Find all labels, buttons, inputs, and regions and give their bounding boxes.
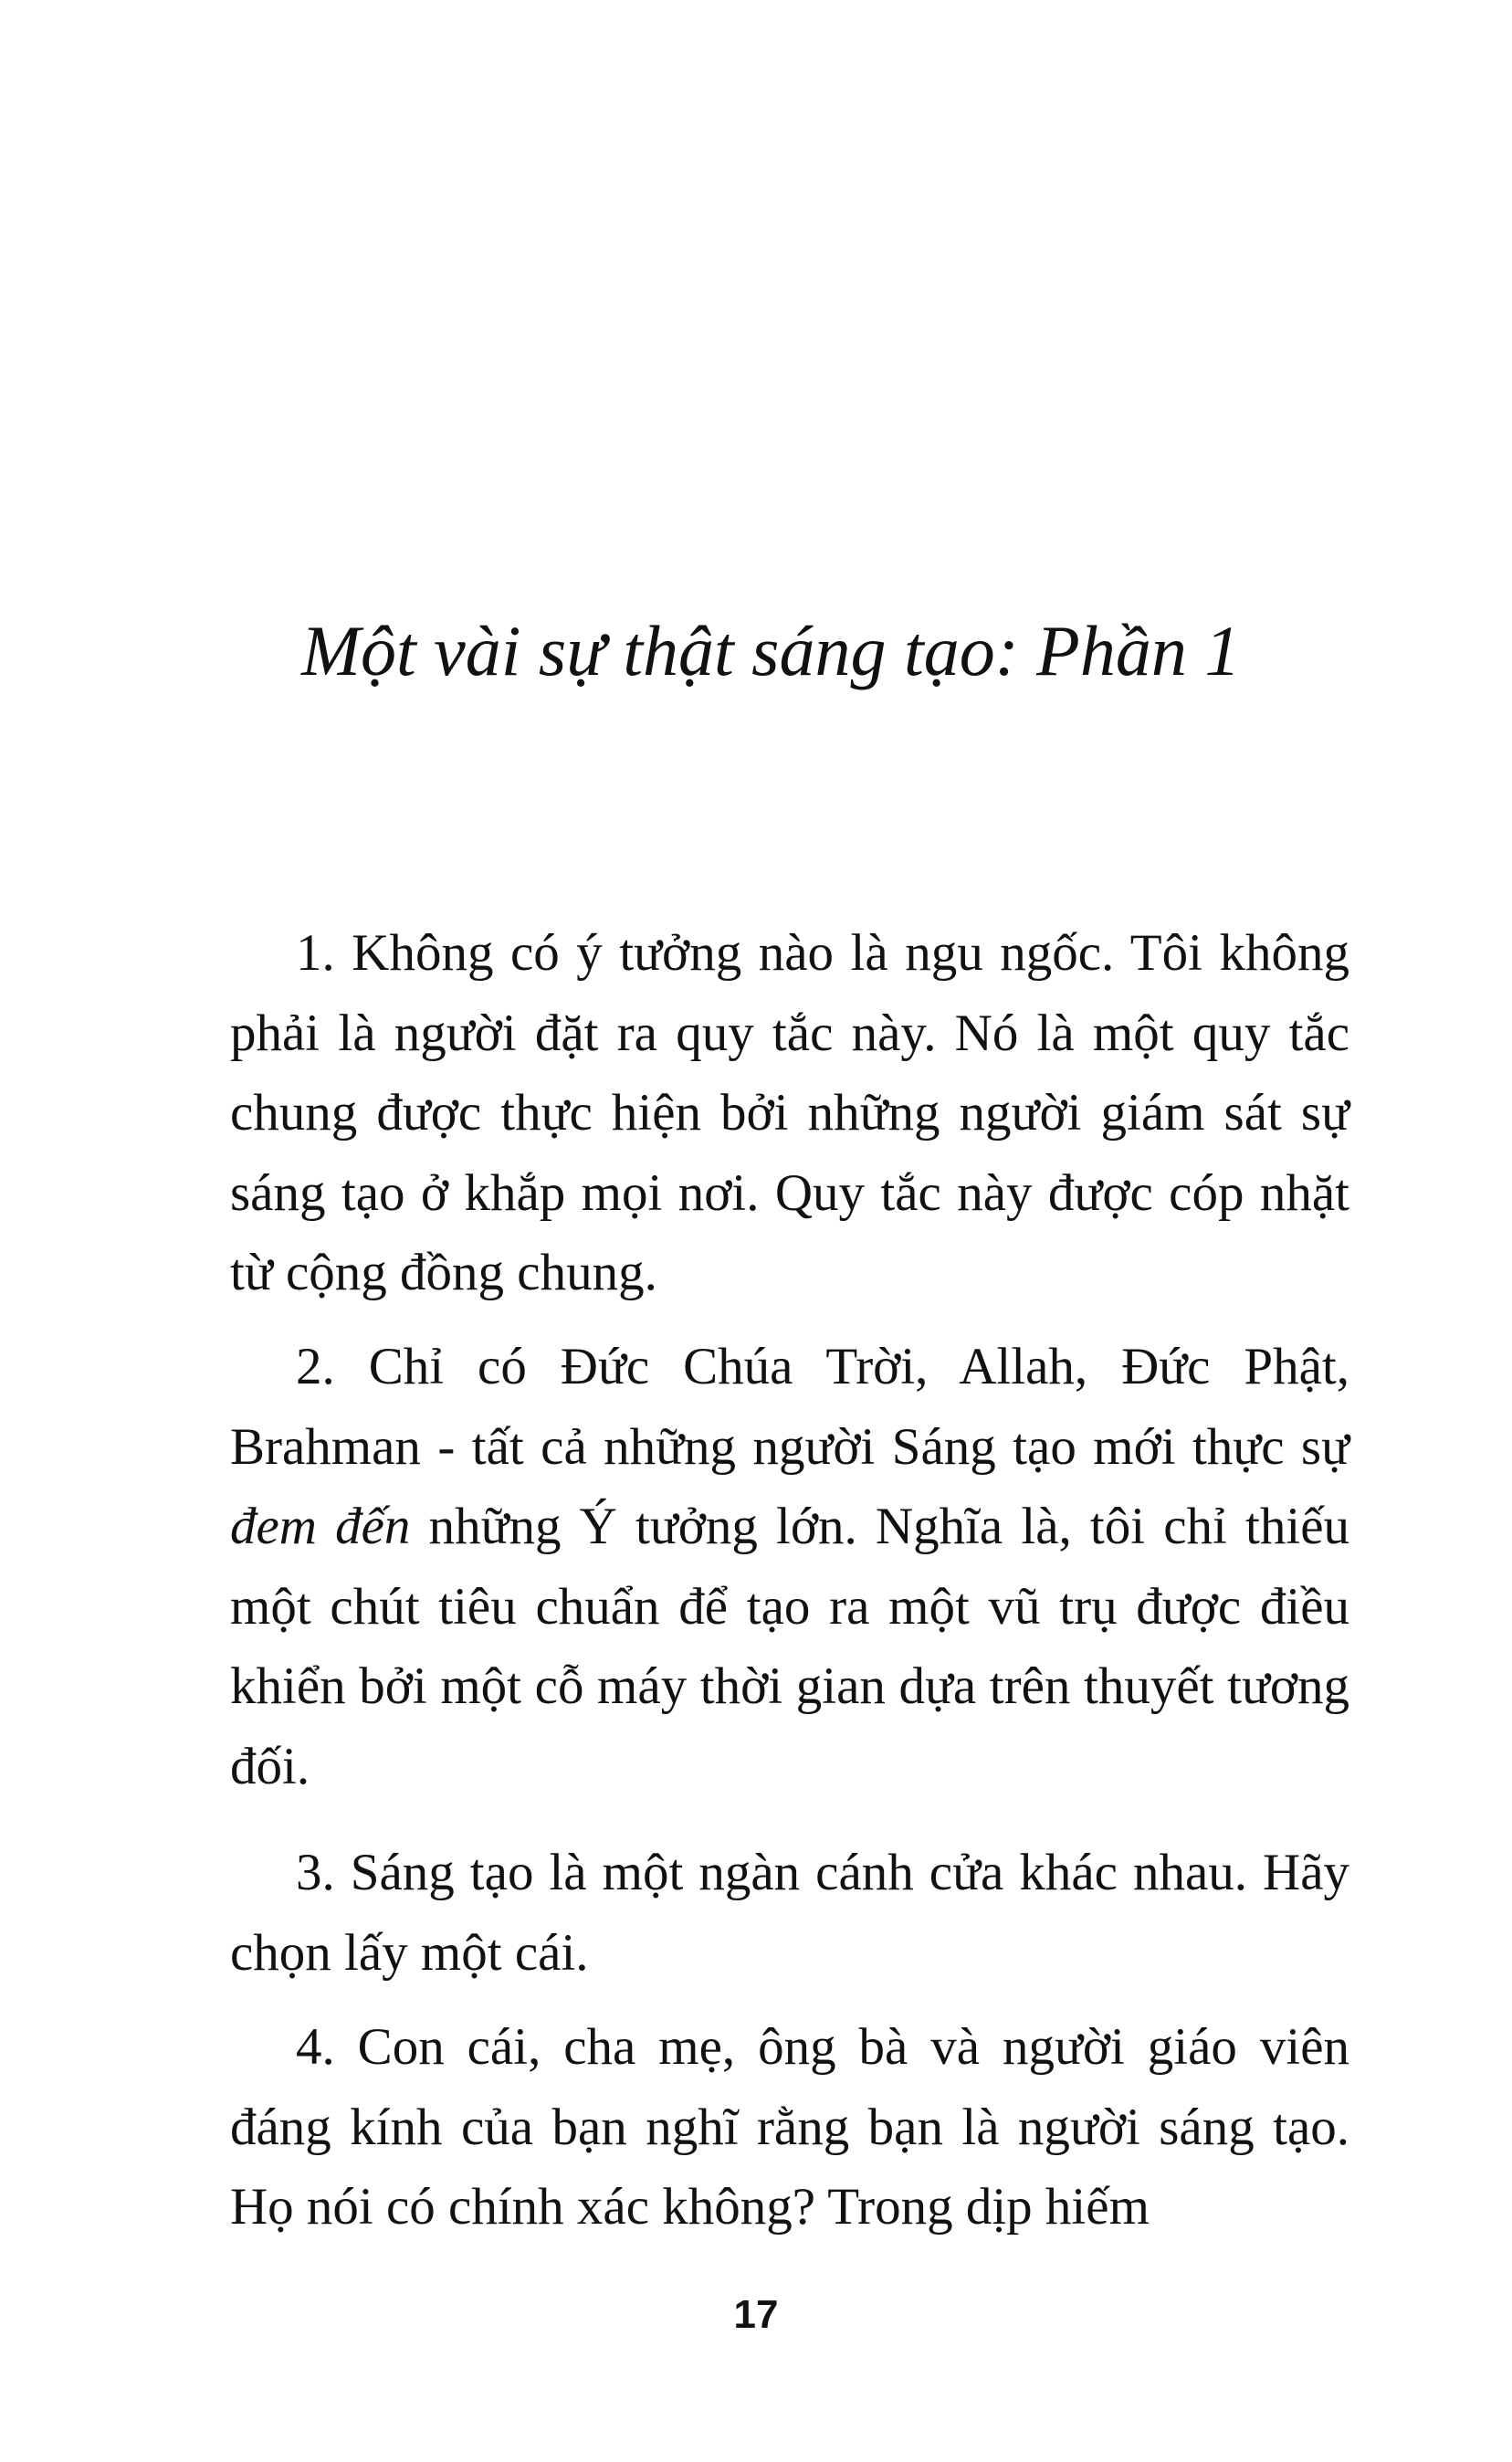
paragraph-1: 1. Không có ý tưởng nào là ngu ngốc. Tôi không phải là người đặt ra quy tắc này. Nó là một quy tắc chung được thực hiện bởi những người giám sát sự sáng tạo ở khắp mọi nơi. Quy tắc này được cóp nhặt từ cộng đồng chung.	[230, 924, 1349, 1301]
paragraph-2-text-before: 2. Chỉ có Đức Chúa Trời, Allah, Đức Phật, Brahman - tất cả những người Sáng tạo mới thực sự	[230, 1338, 1349, 1476]
paragraph-2-emphasis: đem đến	[230, 1498, 411, 1555]
chapter-title: Một vài sự thật sáng tạo: Phần 1	[301, 611, 1241, 690]
paragraph-4: 4. Con cái, cha mẹ, ông bà và người giáo viên đáng kính của bạn nghĩ rằng bạn là người sáng tạo. Họ nói có chính xác không? Trong dịp hiếm	[230, 2018, 1349, 2236]
paragraph-3: 3. Sáng tạo là một ngàn cánh cửa khác nhau. Hãy chọn lấy một cái.	[230, 1844, 1349, 1982]
paragraph-2	[230, 1327, 1349, 1806]
page-number: 17	[733, 2292, 779, 2337]
paragraph-2-text-after: những Ý tưởng lớn. Nghĩa là, tôi chỉ thiếu một chút tiêu chuẩn để tạo ra một vũ trụ được điều khiển bởi một cỗ máy thời gian dựa trên thuyết tương đối.	[230, 1498, 1350, 1795]
